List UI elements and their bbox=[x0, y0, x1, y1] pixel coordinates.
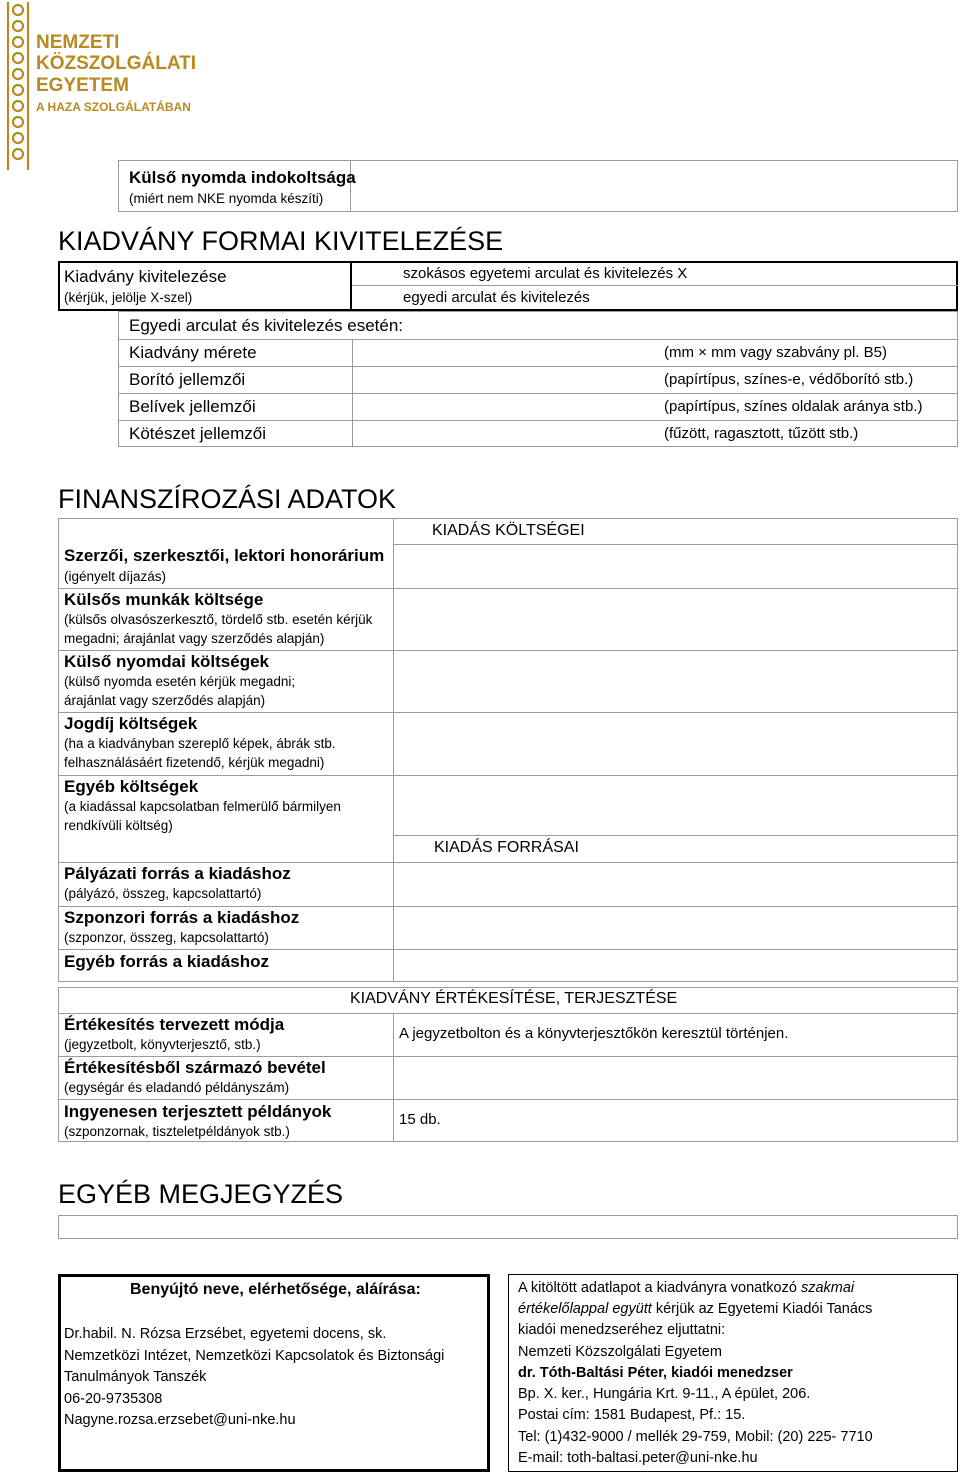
szponzori-sub: (szponzor, összeg, kapcsolattartó) bbox=[64, 930, 269, 945]
submitter-line-3: Tanulmányok Tanszék bbox=[64, 1369, 207, 1385]
egyeb-forras-input[interactable] bbox=[394, 950, 957, 981]
szponzori-label: Szponzori forrás a kiadáshoz bbox=[64, 908, 300, 927]
submitter-line-2: Nemzetközi Intézet, Nemzetközi Kapcsolatok és Biztonsági bbox=[64, 1348, 445, 1364]
jogdij-sub-1: (ha a kiadványban szereplő képek, ábrák stb. bbox=[64, 736, 336, 751]
sources-header: KIADÁS FORRÁSAI bbox=[434, 839, 579, 856]
bevetel-sub: (egységár és eladandó példányszám) bbox=[64, 1080, 290, 1095]
ingyenes-sub: (szponzornak, tiszteletpéldányok stb.) bbox=[64, 1124, 290, 1139]
bevetel-label: Értékesítésből származó bevétel bbox=[64, 1058, 326, 1077]
megj-input[interactable] bbox=[58, 1215, 958, 1239]
contact-line-1a: A kitöltött adatlapot a kiadványra vonatkozó bbox=[518, 1280, 801, 1296]
honorarium-sub: (igényelt díjazás) bbox=[64, 569, 167, 584]
ingyenes-value[interactable]: 15 db. bbox=[399, 1111, 441, 1128]
koteszet-hint: (fűzött, ragasztott, tűzött stb.) bbox=[664, 425, 859, 442]
submitter-header: Benyújtó neve, elérhetősége, aláírása: bbox=[130, 1281, 421, 1298]
contact-line-4: Nemzeti Közszolgálati Egyetem bbox=[518, 1344, 722, 1360]
fin-title: FINANSZÍROZÁSI ADATOK bbox=[58, 484, 397, 514]
egyeb-koltseg-sub-2: rendkívüli költség) bbox=[64, 818, 173, 833]
kulsos-sub-1: (külsős olvasószerkesztő, tördelő stb. esetén kérjük bbox=[64, 612, 373, 627]
belivek-input[interactable] bbox=[353, 394, 653, 420]
contact-line-2a: értékelőlappal együtt bbox=[518, 1301, 652, 1317]
borito-label: Borító jellemzői bbox=[129, 370, 246, 389]
ert-header-line bbox=[58, 1013, 958, 1014]
egyeb-koltseg-sub-1: (a kiadással kapcsolatban felmerülő bármilyen bbox=[64, 799, 341, 814]
logo-line-3: EGYETEM bbox=[36, 75, 129, 96]
honorarium-input[interactable] bbox=[394, 545, 957, 588]
contact-line-8: Tel: (1)432-9000 / mellék 29-759, Mobil: (20) 225- 7710 bbox=[518, 1429, 873, 1445]
belivek-hint: (papírtípus, színes oldalak aránya stb.) bbox=[664, 398, 923, 415]
nyomdai-input[interactable] bbox=[394, 651, 957, 712]
logo bbox=[0, 0, 230, 170]
borito-input[interactable] bbox=[353, 367, 653, 393]
contact-line-3: kiadói menedzseréhez eljuttatni: bbox=[518, 1322, 726, 1338]
logo-line-1: NEMZETI bbox=[36, 32, 120, 53]
option-custom[interactable]: egyedi arculat és kivitelezés bbox=[403, 289, 590, 306]
egyeb-forras-label: Egyéb forrás a kiadáshoz bbox=[64, 952, 270, 971]
meret-hint: (mm × mm vagy szabvány pl. B5) bbox=[664, 344, 887, 361]
submitter-line-1: Dr.habil. N. Rózsa Erzsébet, egyetemi docens, sk. bbox=[64, 1326, 387, 1342]
jogdij-input[interactable] bbox=[394, 713, 957, 775]
megj-title: EGYÉB MEGJEGYZÉS bbox=[58, 1179, 344, 1209]
contact-line-1 bbox=[518, 1280, 854, 1296]
kulso-nyomda-input[interactable] bbox=[352, 161, 957, 211]
logo-ornament-icon bbox=[4, 2, 32, 170]
egyeb-koltseg-label: Egyéb költségek bbox=[64, 777, 199, 796]
bevetel-input[interactable] bbox=[394, 1057, 957, 1099]
kivitelezes-divider bbox=[350, 261, 352, 311]
meret-input[interactable] bbox=[353, 340, 653, 366]
belivek-label: Belívek jellemzői bbox=[129, 397, 256, 416]
jogdij-sub-2: felhasználásáért fizetendő, kérjük megadni) bbox=[64, 755, 325, 770]
egyeb-koltseg-input[interactable] bbox=[394, 776, 957, 835]
nyomdai-label: Külső nyomdai költségek bbox=[64, 652, 269, 671]
ingyenes-label: Ingyenesen terjesztett példányok bbox=[64, 1102, 332, 1121]
honorarium-label: Szerzői, szerkesztői, lektori honorárium bbox=[64, 546, 385, 565]
ertekesites-label: Értékesítés tervezett módja bbox=[64, 1015, 285, 1034]
koteszet-input[interactable] bbox=[353, 421, 653, 447]
formai-title: KIADVÁNY FORMAI KIVITELEZÉSE bbox=[58, 226, 504, 256]
koteszet-label: Kötészet jellemzői bbox=[129, 424, 267, 443]
kulsos-sub-2: megadni; árajánlat vagy szerződés alapján) bbox=[64, 631, 325, 646]
submitter-email[interactable]: Nagyne.rozsa.erzsebet@uni-nke.hu bbox=[64, 1412, 296, 1428]
borito-hint: (papírtípus, színes-e, védőborító stb.) bbox=[664, 371, 914, 388]
kulsos-input[interactable] bbox=[394, 589, 957, 650]
kulso-nyomda-label: Külső nyomda indokoltsága bbox=[129, 168, 356, 187]
jogdij-label: Jogdíj költségek bbox=[64, 714, 198, 733]
kivitelezes-label: Kiadvány kivitelezése bbox=[64, 267, 227, 286]
nyomdai-sub-2: árajánlat vagy szerződés alapján) bbox=[64, 693, 266, 708]
kivitelezes-sub: (kérjük, jelölje X-szel) bbox=[64, 290, 193, 305]
palyazati-input[interactable] bbox=[394, 863, 957, 906]
contact-line-7: Postai cím: 1581 Budapest, Pf.: 15. bbox=[518, 1407, 746, 1423]
ert-row-line-2 bbox=[58, 1099, 958, 1100]
submitter-line-4: 06-20-9735308 bbox=[64, 1391, 163, 1407]
costs-header: KIADÁS KÖLTSÉGEI bbox=[432, 522, 585, 539]
ertekesites-sub: (jegyzetbolt, könyvterjesztő, stb.) bbox=[64, 1037, 261, 1052]
meret-label: Kiadvány mérete bbox=[129, 343, 257, 362]
contact-line-1b: szakmai bbox=[800, 1280, 855, 1296]
contact-line-2 bbox=[518, 1301, 872, 1317]
ert-title: KIADVÁNY ÉRTÉKESÍTÉSE, TERJESZTÉSE bbox=[350, 990, 678, 1007]
kulso-nyomda-sub: (miért nem NKE nyomda készíti) bbox=[129, 191, 324, 206]
contact-line-2b: kérjük az Egyetemi Kiadói Tanács bbox=[651, 1301, 873, 1317]
szponzori-input[interactable] bbox=[394, 907, 957, 949]
ertekesites-value[interactable]: A jegyzetbolton és a könyvterjesztőkön keresztül történjen. bbox=[399, 1025, 789, 1042]
palyazati-label: Pályázati forrás a kiadáshoz bbox=[64, 864, 291, 883]
contact-line-5: dr. Tóth-Baltási Péter, kiadói menedzser bbox=[518, 1365, 793, 1381]
palyazati-sub: (pályázó, összeg, kapcsolattartó) bbox=[64, 886, 262, 901]
logo-line-4: A HAZA SZOLGÁLATÁBAN bbox=[36, 100, 191, 114]
fin-row-line-5 bbox=[393, 835, 958, 836]
kulsos-label: Külsős munkák költsége bbox=[64, 590, 264, 609]
option-standard[interactable]: szokásos egyetemi arculat és kivitelezés X bbox=[403, 265, 688, 282]
contact-email[interactable]: E-mail: toth-baltasi.peter@uni-nke.hu bbox=[518, 1450, 758, 1466]
egyedi-header: Egyedi arculat és kivitelezés esetén: bbox=[129, 316, 404, 335]
nyomdai-sub-1: (külső nyomda esetén kérjük megadni; bbox=[64, 674, 296, 689]
kivitelezes-hdivider bbox=[352, 285, 958, 286]
contact-line-6: Bp. X. ker., Hungária Krt. 9-11., A épület, 206. bbox=[518, 1386, 811, 1402]
logo-line-2: KÖZSZOLGÁLATI bbox=[36, 53, 197, 74]
